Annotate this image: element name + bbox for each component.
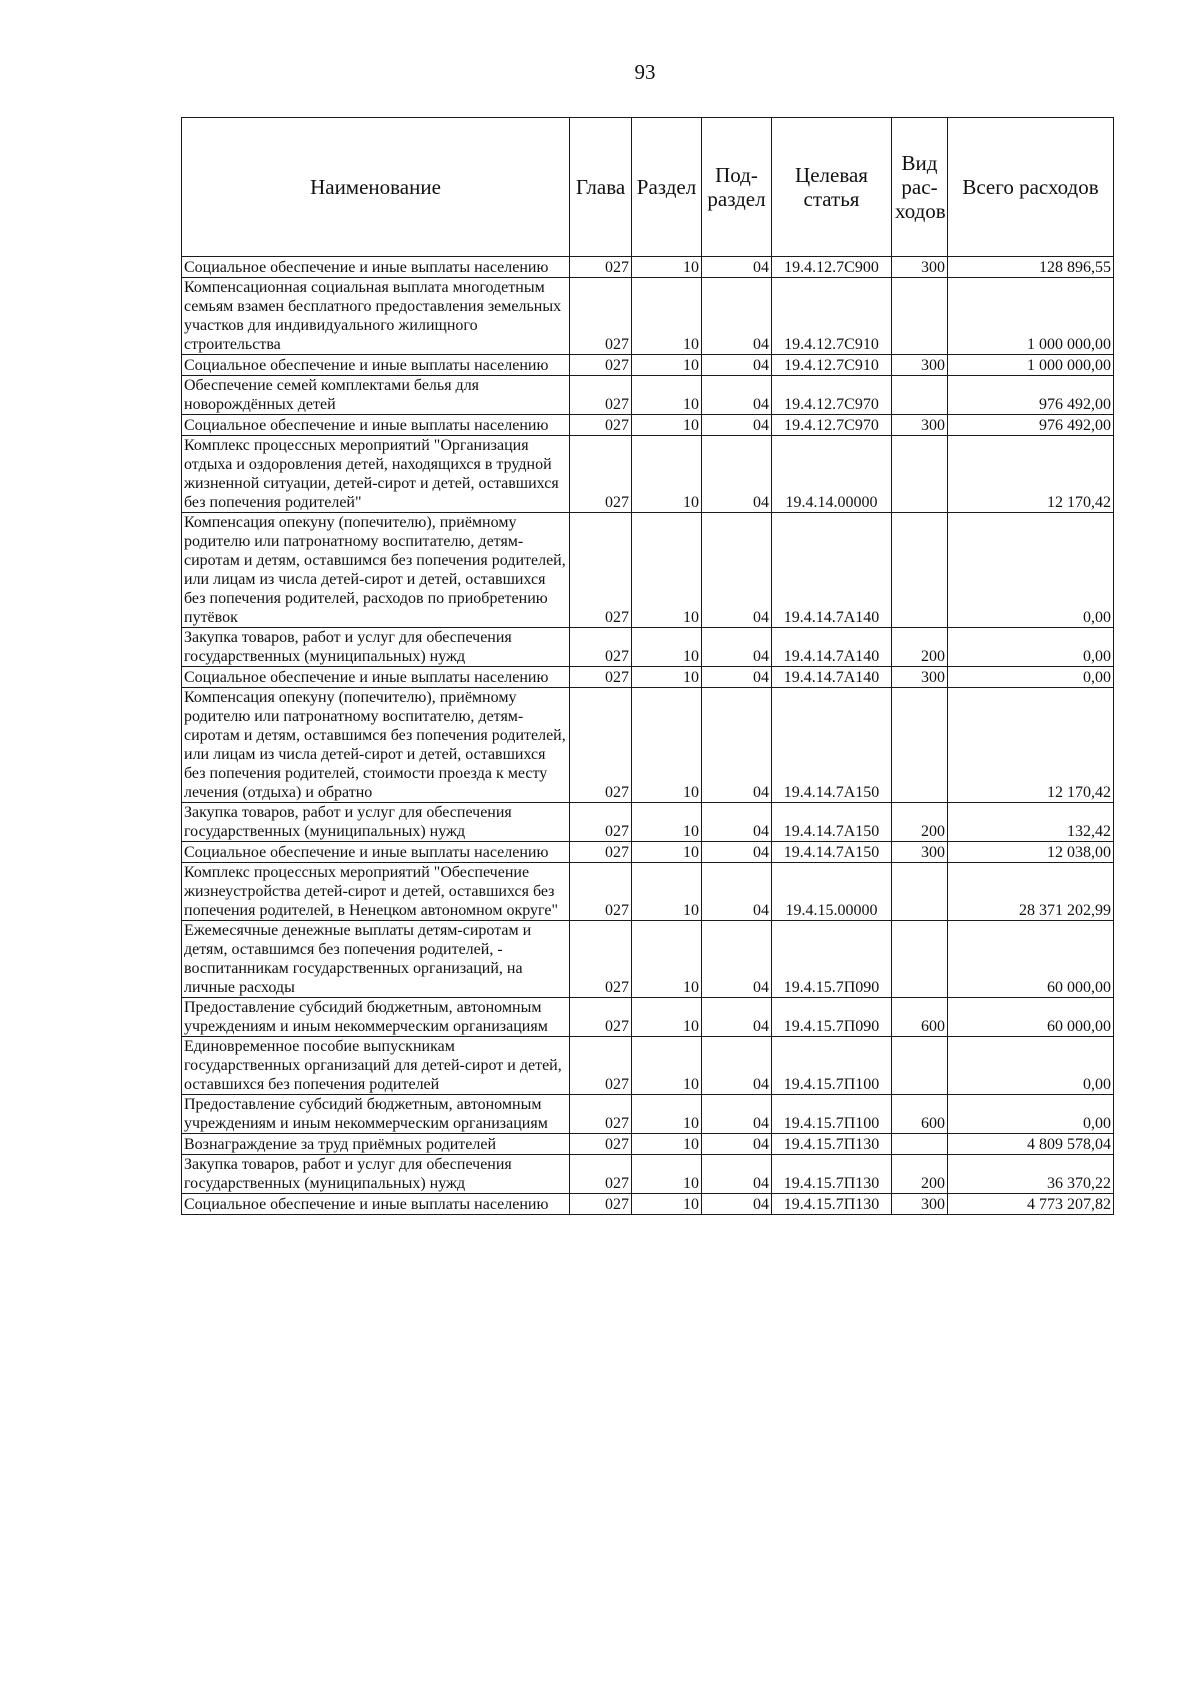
cell-kind: 300	[892, 355, 948, 376]
budget-table	[181, 117, 1114, 1215]
cell-name: Компенсация опекуну (попечителю), приёмному родителю или патронатному воспитателю, детям-сиротам и детям, оставшимся без попечения родителей, или лицам из числа детей-сирот и детей, оставшихся без попечения родителей, стоимости проезда к месту лечения (отдыха) и обратно	[182, 688, 570, 803]
cell-section: 10	[632, 1194, 702, 1215]
cell-subsection: 04	[702, 415, 772, 436]
page-number: 93	[634, 60, 656, 84]
table-row	[182, 415, 1114, 436]
cell-kind	[892, 376, 948, 415]
cell-chapter: 027	[570, 415, 632, 436]
cell-total: 1 000 000,00	[948, 278, 1114, 355]
cell-subsection: 04	[702, 921, 772, 998]
table-row	[182, 1095, 1114, 1134]
header-total: Всего расходов	[948, 118, 1114, 257]
cell-total: 60 000,00	[948, 998, 1114, 1037]
cell-section: 10	[632, 842, 702, 863]
cell-kind: 300	[892, 257, 948, 278]
cell-chapter: 027	[570, 513, 632, 628]
cell-subsection: 04	[702, 842, 772, 863]
cell-section: 10	[632, 628, 702, 667]
cell-name: Социальное обеспечение и иные выплаты населению	[182, 415, 570, 436]
table-row	[182, 1134, 1114, 1155]
cell-chapter: 027	[570, 667, 632, 688]
cell-subsection: 04	[702, 513, 772, 628]
cell-subsection: 04	[702, 628, 772, 667]
cell-chapter: 027	[570, 842, 632, 863]
cell-subsection: 04	[702, 436, 772, 513]
table-row	[182, 355, 1114, 376]
cell-total: 0,00	[948, 513, 1114, 628]
cell-chapter: 027	[570, 1194, 632, 1215]
cell-target: 19.4.15.7П090	[772, 921, 892, 998]
cell-section: 10	[632, 688, 702, 803]
cell-chapter: 027	[570, 376, 632, 415]
cell-kind: 300	[892, 842, 948, 863]
cell-subsection: 04	[702, 667, 772, 688]
cell-target: 19.4.12.7С910	[772, 278, 892, 355]
header-target: Целевая статья	[772, 118, 892, 257]
table-row	[182, 1037, 1114, 1095]
cell-subsection: 04	[702, 278, 772, 355]
cell-total: 976 492,00	[948, 376, 1114, 415]
cell-total: 1 000 000,00	[948, 355, 1114, 376]
cell-target: 19.4.15.7П130	[772, 1194, 892, 1215]
cell-chapter: 027	[570, 921, 632, 998]
cell-total: 12 170,42	[948, 436, 1114, 513]
table-row	[182, 278, 1114, 355]
cell-target: 19.4.15.7П130	[772, 1155, 892, 1194]
header-name: Наименование	[182, 118, 570, 257]
cell-target: 19.4.12.7С900	[772, 257, 892, 278]
cell-kind: 300	[892, 415, 948, 436]
cell-name: Социальное обеспечение и иные выплаты населению	[182, 257, 570, 278]
table-row	[182, 513, 1114, 628]
cell-section: 10	[632, 998, 702, 1037]
cell-name: Социальное обеспечение и иные выплаты населению	[182, 667, 570, 688]
cell-total: 128 896,55	[948, 257, 1114, 278]
cell-subsection: 04	[702, 376, 772, 415]
table-row	[182, 803, 1114, 842]
cell-target: 19.4.15.00000	[772, 863, 892, 921]
cell-name: Комплекс процессных мероприятий "Организация отдыха и оздоровления детей, находящихся в трудной жизненной ситуации, детей-сирот и детей, оставшихся без попечения родителей"	[182, 436, 570, 513]
cell-section: 10	[632, 513, 702, 628]
cell-kind: 200	[892, 628, 948, 667]
table-row	[182, 921, 1114, 998]
cell-total: 0,00	[948, 628, 1114, 667]
cell-chapter: 027	[570, 628, 632, 667]
cell-name: Обеспечение семей комплектами белья для новорождённых детей	[182, 376, 570, 415]
cell-section: 10	[632, 863, 702, 921]
table-row	[182, 863, 1114, 921]
cell-name: Компенсационная социальная выплата многодетным семьям взамен бесплатного предоставления земельных участков для индивидуального жилищного строительства	[182, 278, 570, 355]
cell-chapter: 027	[570, 436, 632, 513]
cell-subsection: 04	[702, 688, 772, 803]
cell-chapter: 027	[570, 688, 632, 803]
cell-target: 19.4.12.7С970	[772, 415, 892, 436]
cell-subsection: 04	[702, 998, 772, 1037]
cell-total: 0,00	[948, 1095, 1114, 1134]
cell-name: Единовременное пособие выпускникам государственных организаций для детей-сирот и детей, оставшихся без попечения родителей	[182, 1037, 570, 1095]
cell-total: 28 371 202,99	[948, 863, 1114, 921]
cell-section: 10	[632, 1155, 702, 1194]
table-row	[182, 628, 1114, 667]
cell-name: Предоставление субсидий бюджетным, автономным учреждениям и иным некоммерческим организациям	[182, 1095, 570, 1134]
cell-target: 19.4.15.7П090	[772, 998, 892, 1037]
cell-target: 19.4.14.7А140	[772, 513, 892, 628]
cell-subsection: 04	[702, 1134, 772, 1155]
cell-chapter: 027	[570, 1155, 632, 1194]
cell-section: 10	[632, 257, 702, 278]
table-row	[182, 376, 1114, 415]
cell-name: Компенсация опекуну (попечителю), приёмному родителю или патронатному воспитателю, детям-сиротам и детям, оставшимся без попечения родителей, или лицам из числа детей-сирот и детей, оставшихся без попечения родителей, расходов по приобретению путёвок	[182, 513, 570, 628]
cell-kind	[892, 278, 948, 355]
cell-target: 19.4.12.7С970	[772, 376, 892, 415]
cell-target: 19.4.14.7А140	[772, 667, 892, 688]
cell-kind: 200	[892, 803, 948, 842]
cell-total: 12 170,42	[948, 688, 1114, 803]
cell-kind	[892, 688, 948, 803]
cell-kind: 600	[892, 998, 948, 1037]
cell-section: 10	[632, 436, 702, 513]
cell-target: 19.4.15.7П130	[772, 1134, 892, 1155]
cell-total: 976 492,00	[948, 415, 1114, 436]
header-subsection: Под- раздел	[702, 118, 772, 257]
cell-section: 10	[632, 278, 702, 355]
cell-chapter: 027	[570, 1134, 632, 1155]
cell-subsection: 04	[702, 1037, 772, 1095]
cell-section: 10	[632, 376, 702, 415]
table-row	[182, 688, 1114, 803]
table-row	[182, 257, 1114, 278]
cell-total: 60 000,00	[948, 921, 1114, 998]
cell-name: Закупка товаров, работ и услуг для обеспечения государственных (муниципальных) нужд	[182, 628, 570, 667]
cell-section: 10	[632, 1037, 702, 1095]
cell-chapter: 027	[570, 257, 632, 278]
cell-total: 0,00	[948, 667, 1114, 688]
cell-name: Закупка товаров, работ и услуг для обеспечения государственных (муниципальных) нужд	[182, 803, 570, 842]
cell-total: 132,42	[948, 803, 1114, 842]
cell-total: 36 370,22	[948, 1155, 1114, 1194]
cell-name: Социальное обеспечение и иные выплаты населению	[182, 842, 570, 863]
cell-name: Ежемесячные денежные выплаты детям-сиротам и детям, оставшимся без попечения родителей, - воспитанникам государственных организаций, на личные расходы	[182, 921, 570, 998]
cell-subsection: 04	[702, 1194, 772, 1215]
cell-name: Социальное обеспечение и иные выплаты населению	[182, 1194, 570, 1215]
cell-target: 19.4.15.7П100	[772, 1095, 892, 1134]
header-section: Раздел	[632, 118, 702, 257]
cell-subsection: 04	[702, 1155, 772, 1194]
cell-chapter: 027	[570, 863, 632, 921]
cell-name: Вознаграждение за труд приёмных родителей	[182, 1134, 570, 1155]
cell-total: 0,00	[948, 1037, 1114, 1095]
cell-section: 10	[632, 415, 702, 436]
cell-chapter: 027	[570, 278, 632, 355]
cell-kind	[892, 513, 948, 628]
cell-kind	[892, 436, 948, 513]
cell-target: 19.4.14.00000	[772, 436, 892, 513]
cell-subsection: 04	[702, 803, 772, 842]
header-kind: Вид рас- ходов	[892, 118, 948, 257]
cell-kind: 600	[892, 1095, 948, 1134]
cell-target: 19.4.14.7А140	[772, 628, 892, 667]
table-row	[182, 1194, 1114, 1215]
cell-subsection: 04	[702, 1095, 772, 1134]
table-row	[182, 998, 1114, 1037]
cell-total: 4 773 207,82	[948, 1194, 1114, 1215]
table-row	[182, 1155, 1114, 1194]
cell-kind: 300	[892, 1194, 948, 1215]
cell-kind: 300	[892, 667, 948, 688]
table-row	[182, 842, 1114, 863]
table-row	[182, 436, 1114, 513]
cell-total: 12 038,00	[948, 842, 1114, 863]
cell-chapter: 027	[570, 1037, 632, 1095]
cell-chapter: 027	[570, 803, 632, 842]
cell-kind	[892, 1134, 948, 1155]
cell-section: 10	[632, 921, 702, 998]
cell-kind	[892, 1037, 948, 1095]
table-header-row	[182, 118, 1114, 257]
cell-name: Комплекс процессных мероприятий "Обеспечение жизнеустройства детей-сирот и детей, оставшихся без попечения родителей, в Ненецком автономном округе"	[182, 863, 570, 921]
cell-section: 10	[632, 355, 702, 376]
cell-subsection: 04	[702, 257, 772, 278]
cell-kind: 200	[892, 1155, 948, 1194]
cell-kind	[892, 921, 948, 998]
cell-subsection: 04	[702, 863, 772, 921]
cell-target: 19.4.14.7А150	[772, 803, 892, 842]
cell-chapter: 027	[570, 998, 632, 1037]
cell-target: 19.4.14.7А150	[772, 688, 892, 803]
cell-name: Социальное обеспечение и иные выплаты населению	[182, 355, 570, 376]
header-chapter: Глава	[570, 118, 632, 257]
cell-section: 10	[632, 1095, 702, 1134]
cell-target: 19.4.14.7А150	[772, 842, 892, 863]
cell-name: Предоставление субсидий бюджетным, автономным учреждениям и иным некоммерческим организациям	[182, 998, 570, 1037]
cell-section: 10	[632, 667, 702, 688]
cell-target: 19.4.15.7П100	[772, 1037, 892, 1095]
cell-section: 10	[632, 1134, 702, 1155]
cell-target: 19.4.12.7С910	[772, 355, 892, 376]
cell-total: 4 809 578,04	[948, 1134, 1114, 1155]
cell-section: 10	[632, 803, 702, 842]
cell-kind	[892, 863, 948, 921]
cell-name: Закупка товаров, работ и услуг для обеспечения государственных (муниципальных) нужд	[182, 1155, 570, 1194]
cell-chapter: 027	[570, 355, 632, 376]
cell-subsection: 04	[702, 355, 772, 376]
table-row	[182, 667, 1114, 688]
cell-chapter: 027	[570, 1095, 632, 1134]
